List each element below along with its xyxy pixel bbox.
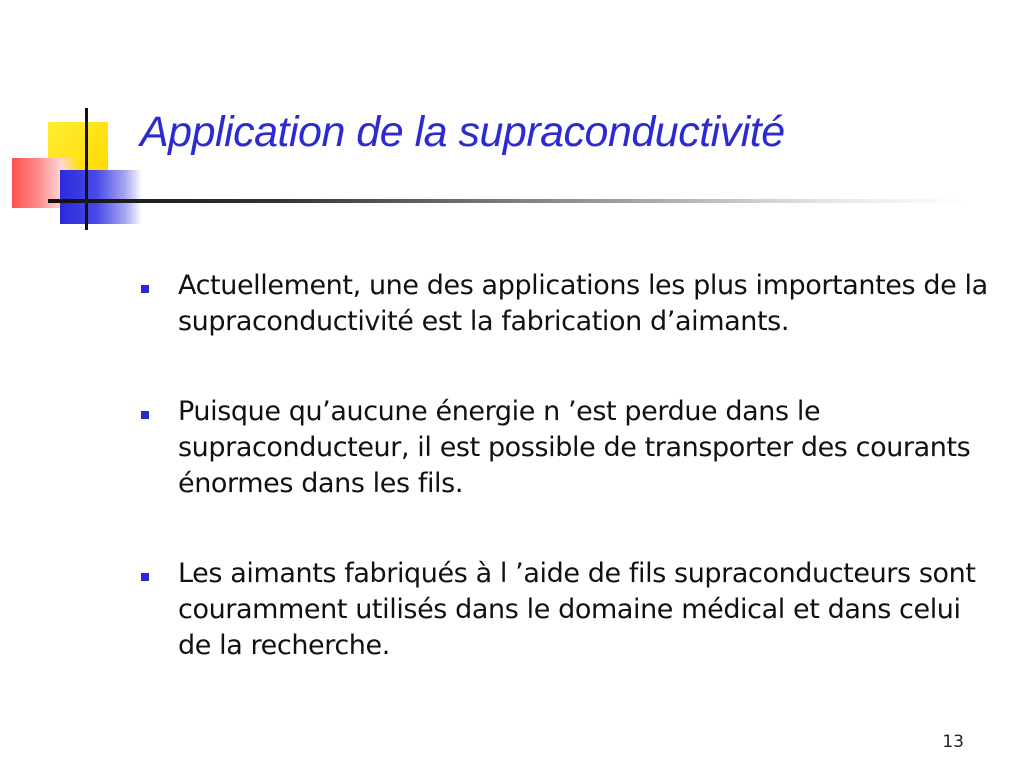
bullet-item <box>140 394 990 502</box>
bullet-item <box>140 556 990 664</box>
blue-square-decoration <box>60 170 142 224</box>
bullet-text: Actuellement, une des applications les plus importantes de la supraconductivité est la fabrication d’aimants. <box>178 270 988 337</box>
page-number: 13 <box>942 732 964 752</box>
bullet-text: Puisque qu’aucune énergie n ’est perdue dans le supraconducteur, il est possible de transporter des courants énormes dans les fils. <box>178 396 971 499</box>
square-bullet-icon <box>141 573 149 581</box>
square-bullet-icon <box>141 411 149 419</box>
bullet-list <box>140 268 990 718</box>
bullet-text: Les aimants fabriqués à l ’aide de fils supraconducteurs sont couramment utilisés dans le domaine médical et dans celui de la recherche. <box>178 558 976 661</box>
square-bullet-icon <box>141 285 149 293</box>
bullet-item <box>140 268 990 340</box>
title-underline-rule <box>48 199 968 203</box>
vertical-rule <box>85 108 88 230</box>
slide-title: Application de la supraconductivité <box>140 108 785 156</box>
